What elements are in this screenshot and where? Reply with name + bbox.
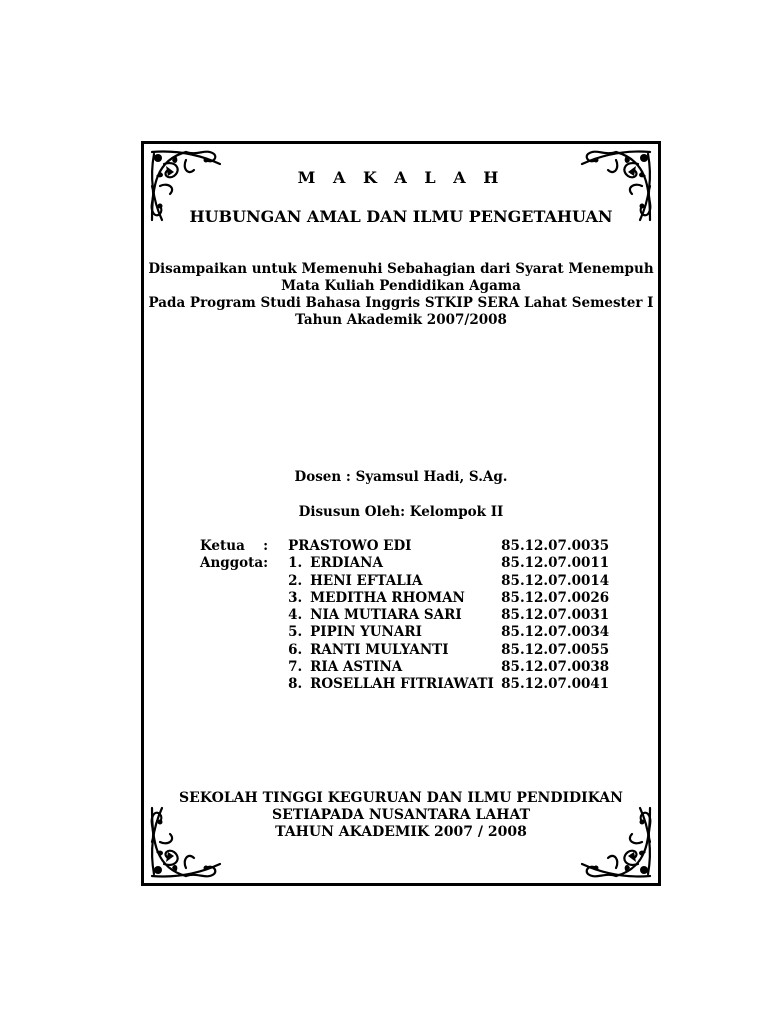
subtitle-line: Disampaikan untuk Memenuhi Sebahagian dari Syarat Menempuh	[148, 261, 654, 277]
member-nim: 85.12.07.0055	[501, 641, 610, 658]
document-title: HUBUNGAN AMAL DAN ILMU PENGETAHUAN	[189, 207, 613, 226]
table-row	[200, 573, 609, 590]
role-label: Anggota	[200, 555, 264, 572]
subtitle-line: Pada Program Studi Bahasa Inggris STKIP SERA Lahat Semester I	[148, 295, 654, 311]
role-label: Ketua	[200, 538, 245, 554]
member-name: ROSELLAH FITRIAWATI	[310, 676, 494, 693]
member-name: HENI EFTALIA	[310, 572, 423, 589]
member-name: PRASTOWO EDI	[288, 538, 412, 554]
role-colon: :	[263, 538, 269, 554]
member-name: RANTI MULYANTI	[310, 641, 449, 658]
role-colon: :	[263, 555, 269, 572]
table-row	[200, 624, 609, 641]
table-row	[200, 607, 609, 624]
member-nim: 85.12.07.0038	[501, 659, 610, 676]
member-number: 3.	[288, 589, 303, 606]
table-row	[200, 590, 609, 607]
institution-line: SETIAPADA NUSANTARA LAHAT	[272, 807, 530, 823]
institution-block	[141, 790, 661, 841]
member-table	[200, 538, 609, 694]
member-nim: 85.12.07.0041	[501, 676, 610, 693]
document-type-label: M A K A L A H	[297, 168, 505, 187]
member-number: 5.	[288, 624, 303, 641]
member-name: MEDITHA RHOMAN	[310, 589, 465, 606]
member-number: 6.	[288, 641, 303, 658]
subtitle-line: Tahun Akademik 2007/2008	[295, 312, 507, 328]
table-row	[200, 642, 609, 659]
lecturer-line: Dosen : Syamsul Hadi, S.Ag.	[294, 469, 508, 485]
subtitle-line: Mata Kuliah Pendidikan Agama	[281, 278, 521, 294]
member-nim: 85.12.07.0034	[501, 624, 610, 641]
member-name: PIPIN YUNARI	[310, 624, 422, 641]
member-name: NIA MUTIARA SARI	[310, 607, 462, 624]
institution-line: TAHUN AKADEMIK 2007 / 2008	[275, 824, 527, 840]
table-row	[200, 676, 609, 693]
table-row	[200, 659, 609, 676]
member-nim: 85.12.07.0014	[501, 572, 610, 589]
member-number: 4.	[288, 607, 303, 624]
institution-line: SEKOLAH TINGGI KEGURUAN DAN ILMU PENDIDIKAN	[179, 790, 623, 806]
member-number: 1.	[288, 555, 303, 572]
member-nim: 85.12.07.0035	[501, 538, 610, 554]
member-nim: 85.12.07.0026	[501, 589, 610, 606]
member-name: ERDIANA	[310, 555, 383, 572]
member-number: 7.	[288, 659, 303, 676]
compiled-by-line: Disusun Oleh: Kelompok II	[298, 504, 504, 520]
subtitle-block	[141, 261, 661, 329]
member-number: 2.	[288, 572, 303, 589]
leader-row	[200, 538, 609, 555]
member-number: 8.	[288, 676, 303, 693]
member-nim: 85.12.07.0011	[501, 555, 610, 572]
member-name: RIA ASTINA	[310, 659, 403, 676]
member-nim: 85.12.07.0031	[501, 607, 610, 624]
table-row	[200, 555, 609, 572]
